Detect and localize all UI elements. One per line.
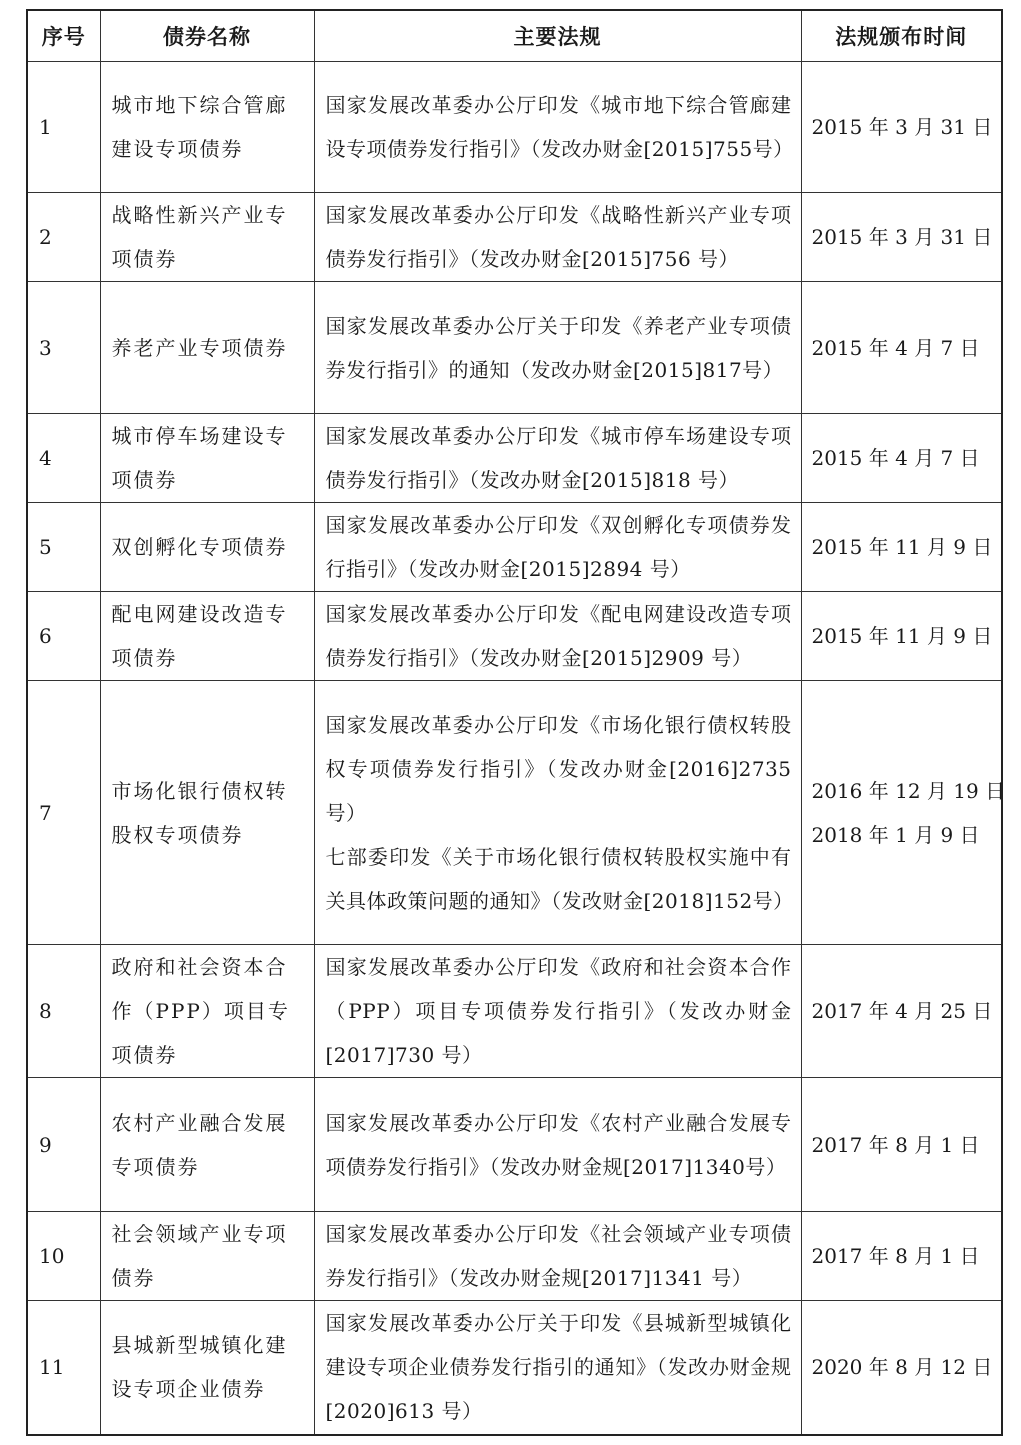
cell-serial-number: 8	[27, 945, 100, 1078]
regulation-text: 国家发展改革委办公厅印发《市场化银行债权转股权专项债券发行指引》（发改办财金[2016]2735 号）	[325, 712, 792, 825]
issue-date-text: 2015 年 4 月 7 日	[811, 335, 980, 360]
table-row	[27, 62, 1002, 193]
regulation-text: 国家发展改革委办公厅关于印发《养老产业专项债券发行指引》的通知（发改办财金[2015]817号）	[325, 313, 792, 382]
cell-issue-date	[801, 945, 1002, 1078]
cell-serial-number: 1	[27, 62, 100, 193]
table-row	[27, 592, 1002, 681]
cell-main-regulation	[314, 282, 801, 414]
cell-main-regulation	[314, 592, 801, 681]
issue-date-text: 2015 年 3 月 31 日	[811, 115, 993, 139]
cell-main-regulation	[314, 503, 801, 592]
cell-main-regulation	[314, 1212, 801, 1301]
cell-issue-date	[801, 1212, 1002, 1301]
issue-date-text: 2016 年 12 月 19 日	[811, 778, 1006, 803]
cell-main-regulation	[314, 945, 801, 1078]
issue-date-text: 2015 年 11 月 9 日	[811, 535, 993, 559]
cell-serial-number: 3	[27, 282, 100, 414]
table-row	[27, 1301, 1002, 1435]
regulation-text: 国家发展改革委办公厅关于印发《县城新型城镇化建设专项企业债券发行指引的通知》（发改办财金规[2020]613 号）	[325, 1311, 792, 1424]
cell-serial-number: 6	[27, 592, 100, 681]
cell-issue-date	[801, 681, 1006, 945]
regulation-text: 国家发展改革委办公厅印发《农村产业融合发展专项债券发行指引》（发改办财金规[2017]1340号）	[325, 1110, 792, 1179]
cell-issue-date	[801, 1301, 1002, 1435]
table-row	[27, 681, 1002, 945]
regulation-text: 国家发展改革委办公厅印发《配电网建设改造专项债券发行指引》（发改办财金[2015]2909 号）	[325, 602, 792, 670]
regulation-text: 国家发展改革委办公厅印发《社会领域产业专项债券发行指引》（发改办财金规[2017]1341 号）	[325, 1222, 792, 1290]
cell-serial-number: 9	[27, 1078, 100, 1212]
cell-main-regulation	[314, 62, 801, 193]
issue-date-text: 2018 年 1 月 9 日	[811, 822, 980, 847]
cell-bond-name: 城市停车场建设专项债券	[100, 414, 314, 503]
cell-main-regulation	[314, 1078, 801, 1212]
cell-issue-date	[801, 193, 1002, 282]
cell-bond-name: 市场化银行债权转股权专项债券	[100, 681, 314, 945]
cell-serial-number: 5	[27, 503, 100, 592]
cell-issue-date	[801, 414, 1002, 503]
cell-main-regulation	[314, 681, 801, 945]
table-row	[27, 503, 1002, 592]
table-row	[27, 193, 1002, 282]
table-row	[27, 414, 1002, 503]
cell-bond-name: 养老产业专项债券	[100, 282, 314, 414]
regulation-text: 国家发展改革委办公厅印发《战略性新兴产业专项债券发行指引》（发改办财金[2015]756 号）	[325, 203, 792, 271]
cell-issue-date	[801, 1078, 1002, 1212]
cell-serial-number: 11	[27, 1301, 100, 1435]
cell-bond-name: 配电网建设改造专项债券	[100, 592, 314, 681]
cell-main-regulation	[314, 1301, 801, 1435]
issue-date-text: 2017 年 8 月 1 日	[811, 1132, 980, 1157]
cell-serial-number: 2	[27, 193, 100, 282]
issue-date-text: 2015 年 3 月 31 日	[811, 225, 993, 249]
cell-issue-date	[801, 282, 1002, 414]
table-header-row	[27, 10, 1002, 62]
cell-bond-name: 县城新型城镇化建设专项企业债券	[100, 1301, 314, 1435]
bond-regulation-table	[26, 9, 1006, 1436]
issue-date-text: 2017 年 4 月 25 日	[811, 999, 993, 1023]
cell-serial-number: 10	[27, 1212, 100, 1301]
table-row	[27, 1212, 1002, 1301]
regulation-text: 国家发展改革委办公厅印发《双创孵化专项债券发行指引》（发改办财金[2015]2894 号）	[325, 513, 792, 581]
header-bond-name: 债券名称	[100, 10, 314, 62]
cell-bond-name: 战略性新兴产业专项债券	[100, 193, 314, 282]
table-row	[27, 1078, 1002, 1212]
cell-main-regulation	[314, 193, 801, 282]
cell-bond-name: 城市地下综合管廊建设专项债券	[100, 62, 314, 193]
regulation-text: 国家发展改革委办公厅印发《城市停车场建设专项债券发行指引》（发改办财金[2015]818 号）	[325, 424, 792, 492]
cell-issue-date	[801, 62, 1002, 193]
table-row	[27, 945, 1002, 1078]
header-main-regulation: 主要法规	[314, 10, 801, 62]
regulation-text: 国家发展改革委办公厅印发《城市地下综合管廊建设专项债券发行指引》（发改办财金[2015]755号）	[325, 93, 794, 161]
issue-date-text: 2017 年 8 月 1 日	[811, 1244, 980, 1268]
cell-bond-name: 社会领域产业专项债券	[100, 1212, 314, 1301]
table-row	[27, 282, 1002, 414]
header-serial-number: 序号	[27, 10, 100, 62]
cell-bond-name: 双创孵化专项债券	[100, 503, 314, 592]
issue-date-text: 2015 年 11 月 9 日	[811, 624, 993, 648]
cell-serial-number: 4	[27, 414, 100, 503]
issue-date-text: 2015 年 4 月 7 日	[811, 446, 980, 470]
document-page	[26, 9, 1006, 1436]
regulation-text: 七部委印发《关于市场化银行债权转股权实施中有关具体政策问题的通知》（发改财金[2018]152号）	[325, 844, 794, 913]
cell-main-regulation	[314, 414, 801, 503]
header-issue-date: 法规颁布时间	[801, 10, 1002, 62]
cell-bond-name: 政府和社会资本合作（PPP）项目专项债券	[100, 945, 314, 1078]
cell-bond-name: 农村产业融合发展专项债券	[100, 1078, 314, 1212]
cell-issue-date	[801, 503, 1002, 592]
issue-date-text: 2020 年 8 月 12 日	[811, 1355, 993, 1380]
cell-serial-number: 7	[27, 681, 100, 945]
regulation-text: 国家发展改革委办公厅印发《政府和社会资本合作（PPP）项目专项债券发行指引》（发改办财金[2017]730 号）	[325, 955, 792, 1067]
cell-issue-date	[801, 592, 1002, 681]
